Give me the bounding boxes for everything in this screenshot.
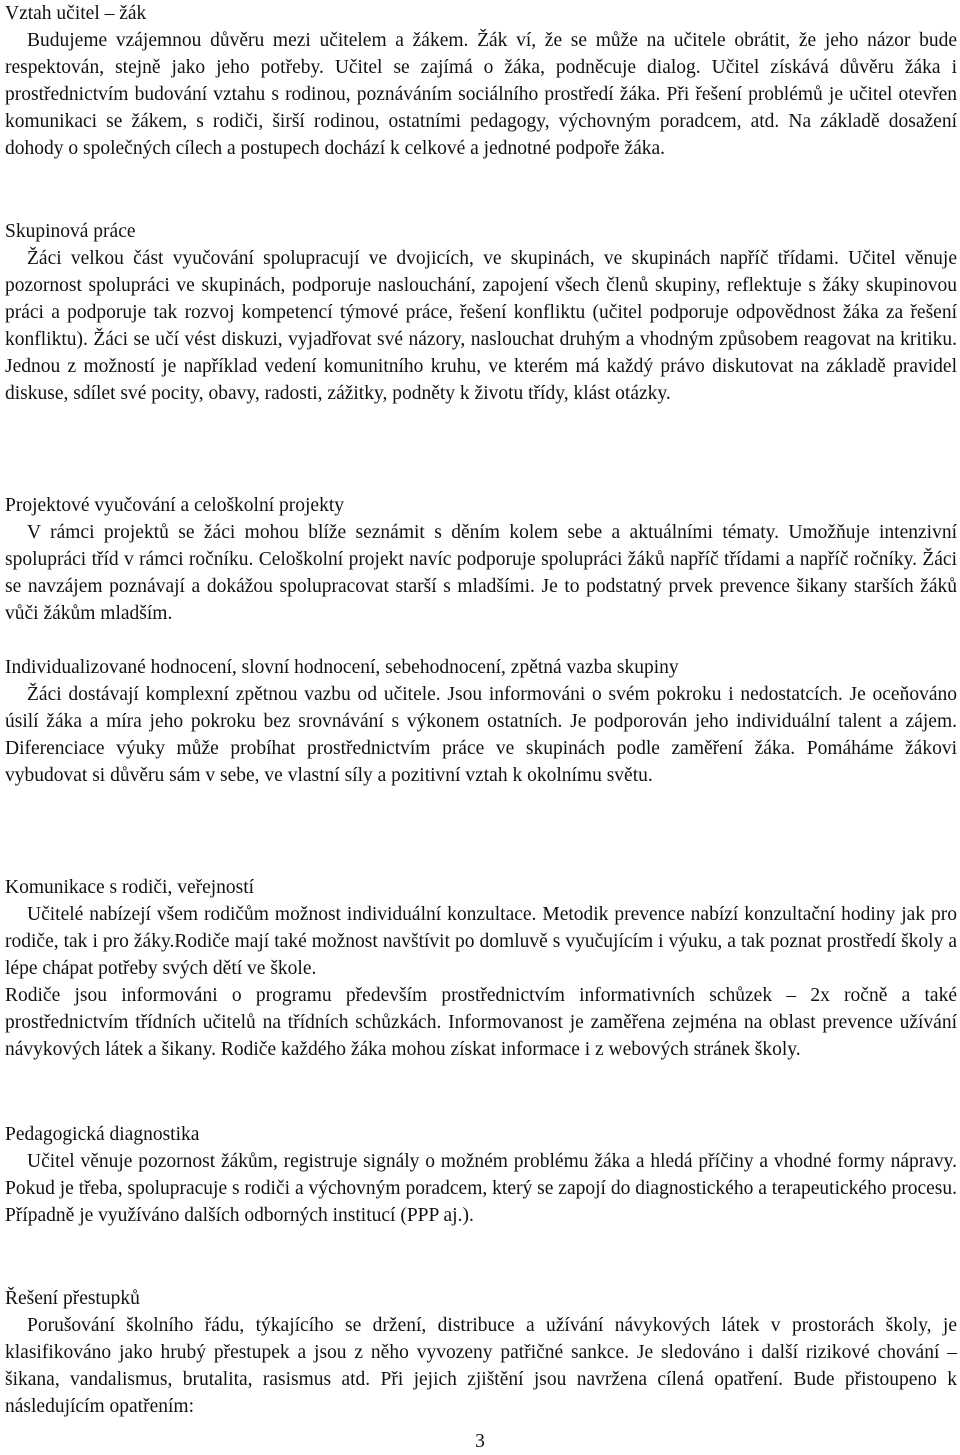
section-paragraph: Žáci dostávají komplexní zpětnou vazbu od učitele. Jsou informováni o svém pokroku i nedostatcích. Je oceňováno úsilí žáka a míra jeho pokroku bez srovnávání s výkonem ostatních. Je podporován jeho individuální talent a zájem. Diferenciace výuky může probíhat prostřednictvím práce ve skupinách podle zaměření žáka. Pomáháme žákovi vybudovat si důvěru sám v sebe, ve vlastní síly a pozitivní vztah k okolnímu světu. [5, 684, 957, 786]
section-paragraph: Žáci velkou část vyučování spolupracují ve dvojicích, ve skupinách, ve skupinách napříč třídami. Učitel věnuje pozornost spolupráci ve skupinách, podporuje naslouchání, zapojení všech členů skupiny, reflektuje s žáky skupinovou práci a podporuje tak rozvoj kompetencí týmové práce, řešení konfliktu (učitel podporuje odpovědnost žáka za řešení konfliktu). Žáci se učí vést diskuzi, vyjadřovat své názory, naslouchat druhým a vhodným způsobem reagovat na kritiku. Jednou z možností je například vedení komunitního kruhu, ve kterém má každý právo diskutovat na základě pravidel diskuse, sdílet své pocity, obavy, radosti, zážitky, podněty k životu třídy, klást otázky. [5, 248, 957, 404]
section-heading: Vztah učitel – žák [5, 3, 147, 24]
section-heading: Řešení přestupků [5, 1288, 140, 1309]
section-reseni-prestupku [5, 1285, 957, 1420]
section-paragraph: Budujeme vzájemnou důvěru mezi učitelem a žákem. Žák ví, že se může na učitele obrátit, že jeho názor bude respektován, stejně jako jeho potřeby. Učitel se zajímá o žáka, podněcuje dialog. Učitel získává důvěru žáka i prostřednictvím budování vztahu s rodinou, poznáváním sociálního prostředí žáka. Při řešení problémů je učitel otevřen komunikaci se žákem, s rodiči, širší rodinou, ostatními pedagogy, výchovným poradcem, atd. Na základě dosažení dohody o společných cílech a postupech dochází k celkové a jednotné podpoře žáka. [5, 30, 957, 159]
section-heading: Individualizované hodnocení, slovní hodnocení, sebehodnocení, zpětná vazba skupiny [5, 657, 679, 678]
section-individualizovane-hodnoceni [5, 654, 957, 789]
section-komunikace-s-rodici [5, 874, 957, 1063]
page-number: 3 [475, 1431, 485, 1452]
section-projektove-vyucovani [5, 492, 957, 627]
section-paragraph: Učitel věnuje pozornost žákům, registruje signály o možném problému žáka a hledá příčiny a vhodné formy nápravy. Pokud je třeba, spolupracuje s rodiči a výchovným poradcem, který se zapojí do diagnostického a terapeutického procesu. Případně je využíváno dalších odborných institucí (PPP aj.). [5, 1151, 957, 1226]
section-paragraph: V rámci projektů se žáci mohou blíže seznámit s děním kolem sebe a aktuálními tématy. Umožňuje intenzivní spolupráci tříd v rámci ročníku. Celoškolní projekt navíc podporuje spolupráci žáků napříč třídami a napříč ročníky. Žáci se navzájem poznávají a dokážou spolupracovat starší s mladšími. Je to podstatný prvek prevence šikany starších žáků vůči žákům mladším. [5, 522, 957, 624]
section-vztah-ucitel-zak [5, 0, 957, 162]
section-heading: Projektové vyučování a celoškolní projekty [5, 495, 345, 516]
section-heading: Pedagogická diagnostika [5, 1124, 200, 1145]
section-paragraph: Porušování školního řádu, týkajícího se držení, distribuce a užívání návykových látek v prostorách školy, je klasifikováno jako hrubý přestupek a jsou z něho vyvozeny patřičné sankce. Je sledováno i další rizikové chování – šikana, vandalismus, brutalita, rasismus atd. Při jejich zjištění jsou navržena cílená opatření. Bude přistoupeno k následujícím opatřením: [5, 1315, 957, 1417]
section-paragraph: Učitelé nabízejí všem rodičům možnost individuální konzultace. Metodik prevence nabízí konzultační hodiny jak pro rodiče, tak i pro žáky.Rodiče mají také možnost navštívit po domluvě s vyučujícím i výuku, a tak poznat prostředí školy a lépe chápat potřeby svých dětí ve škole. [5, 904, 957, 979]
section-pedagogicka-diagnostika [5, 1121, 957, 1229]
section-paragraph: Rodiče jsou informováni o programu především prostřednictvím informativních schůzek – 2x ročně a také prostřednictvím třídních učitelů na třídních schůzkách. Informovanost je zaměřena zejména na oblast prevence užívání návykových látek a šikany. Rodiče každého žáka mohou získat informace i z webových stránek školy. [5, 985, 957, 1060]
section-heading: Komunikace s rodiči, veřejností [5, 877, 255, 898]
section-skupinova-prace [5, 218, 957, 407]
section-heading: Skupinová práce [5, 221, 136, 242]
